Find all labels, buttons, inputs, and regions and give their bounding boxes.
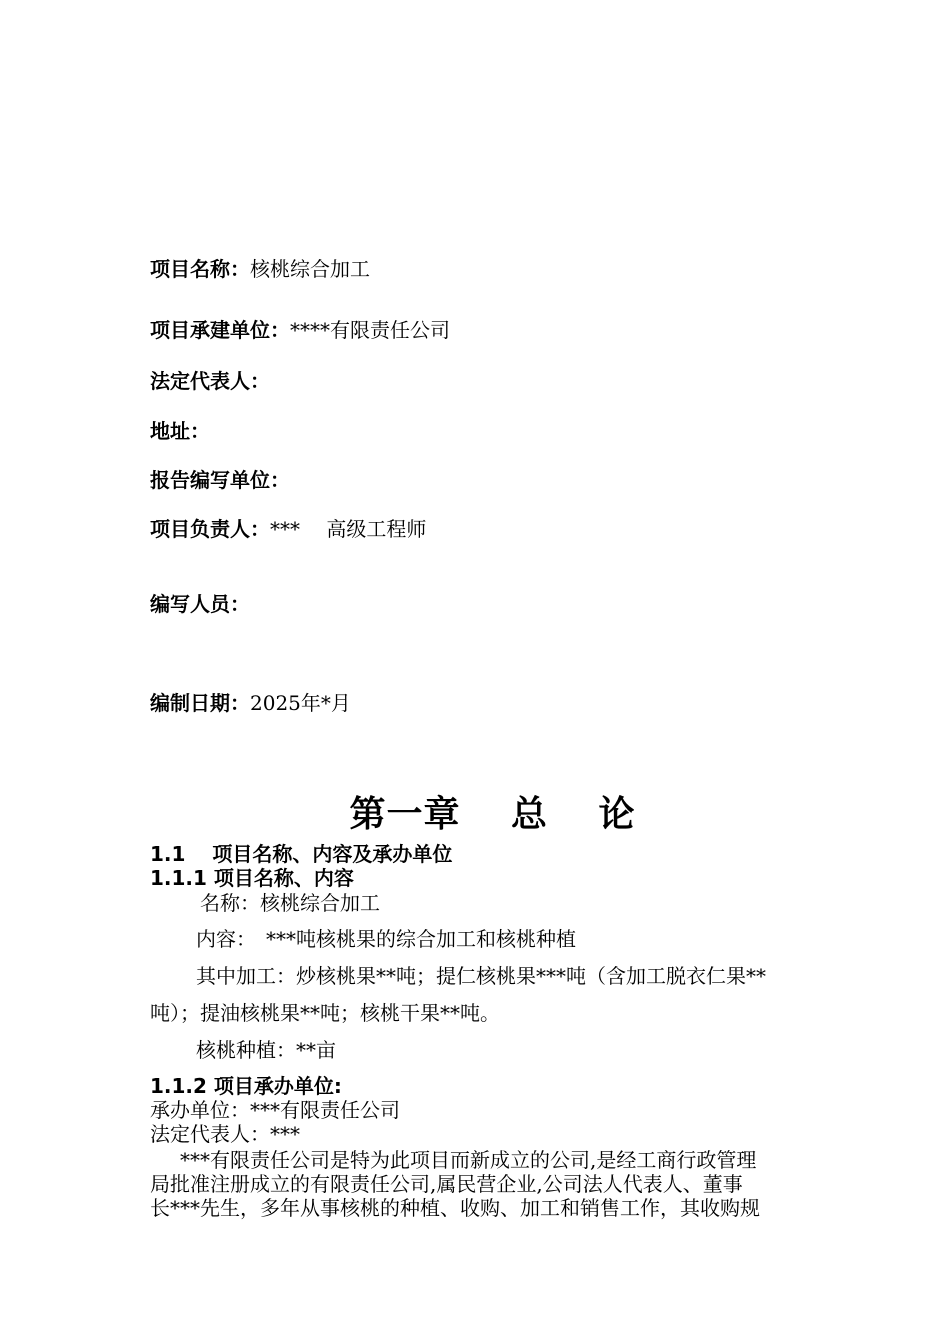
date-value: 2025年*月 (250, 691, 351, 715)
date-label: 编制日期： (150, 691, 250, 715)
project-name-line: 名称：核桃综合加工 (200, 891, 380, 915)
builder-value: ****有限责任公司 (290, 318, 450, 342)
organizer-line: 承办单位：***有限责任公司 (150, 1098, 400, 1122)
date-row (150, 691, 351, 715)
section-heading-1-1-2: 1.1.2 项目承办单位: (150, 1074, 342, 1098)
legal-rep-row (150, 369, 270, 393)
paragraph-line-1: ***有限责任公司是特为此项目而新成立的公司,是经工商行政管理 (160, 1148, 757, 1172)
writers-label: 编写人员： (150, 592, 250, 616)
paragraph-line-3: 长***先生，多年从事核桃的种植、收购、加工和销售工作，其收购规 (150, 1196, 760, 1220)
address-row (150, 419, 210, 443)
builder-label: 项目承建单位： (150, 318, 290, 342)
section-heading-1-1-1: 1.1.1 项目名称、内容 (150, 866, 354, 890)
report-unit-row (150, 468, 290, 492)
leader-label: 项目负责人： (150, 517, 270, 541)
processing-line-1: 其中加工：炒核桃果**吨；提仁核桃果***吨（含加工脱衣仁果** (196, 964, 766, 988)
processing-line-2: 吨）；提油核桃果**吨；核桃干果**吨。 (150, 1001, 500, 1025)
legal-rep-label: 法定代表人： (150, 369, 270, 393)
project-name-value: 核桃综合加工 (250, 257, 370, 281)
representative-line: 法定代表人：*** (150, 1122, 300, 1146)
project-content-line: 内容： ***吨核桃果的综合加工和核桃种植 (196, 927, 576, 951)
chapter-title: 第一章 总 论 (349, 794, 636, 835)
leader-row (150, 517, 426, 541)
planting-line: 核桃种植：**亩 (196, 1038, 336, 1062)
project-name-row (150, 257, 370, 281)
section-heading-1-1: 1.1 项目名称、内容及承办单位 (150, 842, 453, 866)
project-name-label: 项目名称： (150, 257, 250, 281)
leader-value: *** 高级工程师 (270, 517, 427, 541)
report-unit-label: 报告编写单位： (150, 468, 290, 492)
builder-row (150, 318, 450, 342)
address-label: 地址： (150, 419, 210, 443)
paragraph-line-2: 局批准注册成立的有限责任公司,属民营企业,公司法人代表人、董事 (150, 1172, 743, 1196)
writers-row (150, 592, 250, 616)
